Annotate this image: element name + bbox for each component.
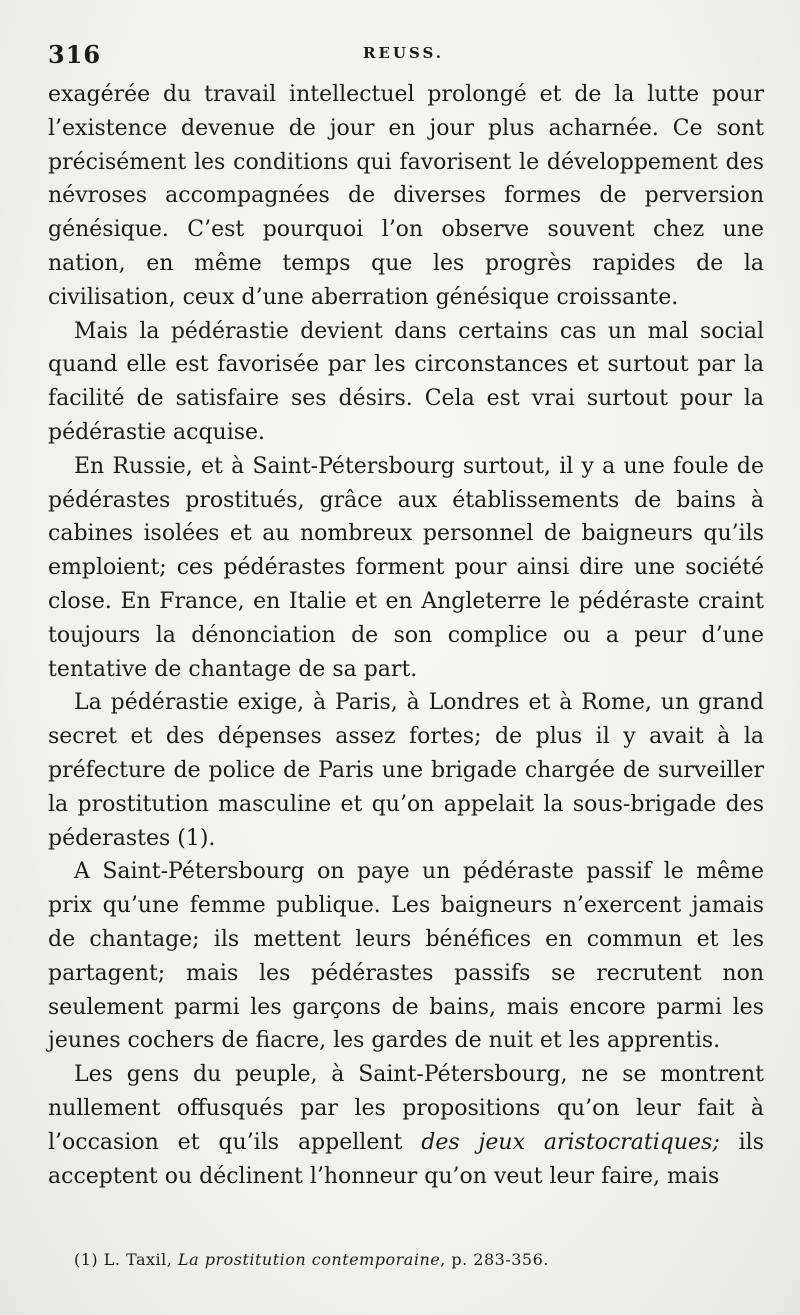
paragraph-1: exagérée du travail intellectuel prolongé et de la lutte pour l’existence devenue de jour en jour plus acharnée. Ce sont précisément les conditions qui favorisent le développement des névroses accompagnées de diverses formes de perversion génésique. C’est pourquoi l’on observe souvent chez une nation, en même temps que les progrès rapides de la civilisation, ceux d’une aberration génésique croissante. (48, 82, 764, 310)
running-head: REUSS. (363, 44, 445, 62)
paragraph-6-italic: des jeux aristocratiques; (421, 1129, 720, 1155)
paragraph-5: A Saint-Pétersbourg on paye un pédéraste passif le même prix qu’une femme publique. Les baigneurs n’exercent jamais de chantage; ils mettent leurs bénéfices en commun et les partagent; mais les pédérastes passifs se recrutent non seulement parmi les garçons de bains, mais encore parmi les jeunes cochers de fiacre, les gardes de nuit et les apprentis. (48, 859, 764, 1054)
page-number: 316 (48, 40, 102, 69)
footnote-title: La prostitution contemporaine (177, 1250, 441, 1269)
footnote-marker: (1) L. Taxil, (74, 1250, 178, 1269)
paragraph-6 (48, 1058, 764, 1193)
paragraph-6-end: ils acceptent ou déclinent l’honneur qu’on veut leur faire, mais (48, 1129, 764, 1189)
paragraph-3: En Russie, et à Saint-Pétersbourg surtout, il y a une foule de pédérastes prostitués, grâce aux établissements de bains à cabines isolées et au nombreux personnel de baigneurs qu’ils emploient; ces pédérastes forment pour ainsi dire une société close. En France, en Italie et en Angleterre le pédéraste craint toujours la dénonciation de son complice ou a peur d’une tentative de chantage de sa part. (48, 453, 764, 682)
page-header (48, 40, 760, 76)
footnote-pages: , p. 283-356. (440, 1250, 549, 1269)
paragraph-2: Mais la pédérastie devient dans certains cas un mal social quand elle est favorisée par les circonstances et surtout par la facilité de satisfaire ses désirs. Cela est vrai surtout pour la pédérastie acquise. (48, 318, 764, 445)
footnote (74, 1250, 754, 1269)
body-text (48, 78, 764, 1193)
paragraph-4: La pédérastie exige, à Paris, à Londres et à Rome, un grand secret et des dépenses assez fortes; de plus il y avait à la préfecture de police de Paris une brigade chargée de surveiller la prostitution masculine et qu’on appelait la sous-brigade des péderastes (1). (48, 690, 764, 851)
paragraph-6-start: Les gens du peuple, à Saint-Pétersbourg, ne se montrent nullement offusqués par les propositions qu’on leur fait à l’occasion et qu’ils appellent (48, 1062, 764, 1155)
